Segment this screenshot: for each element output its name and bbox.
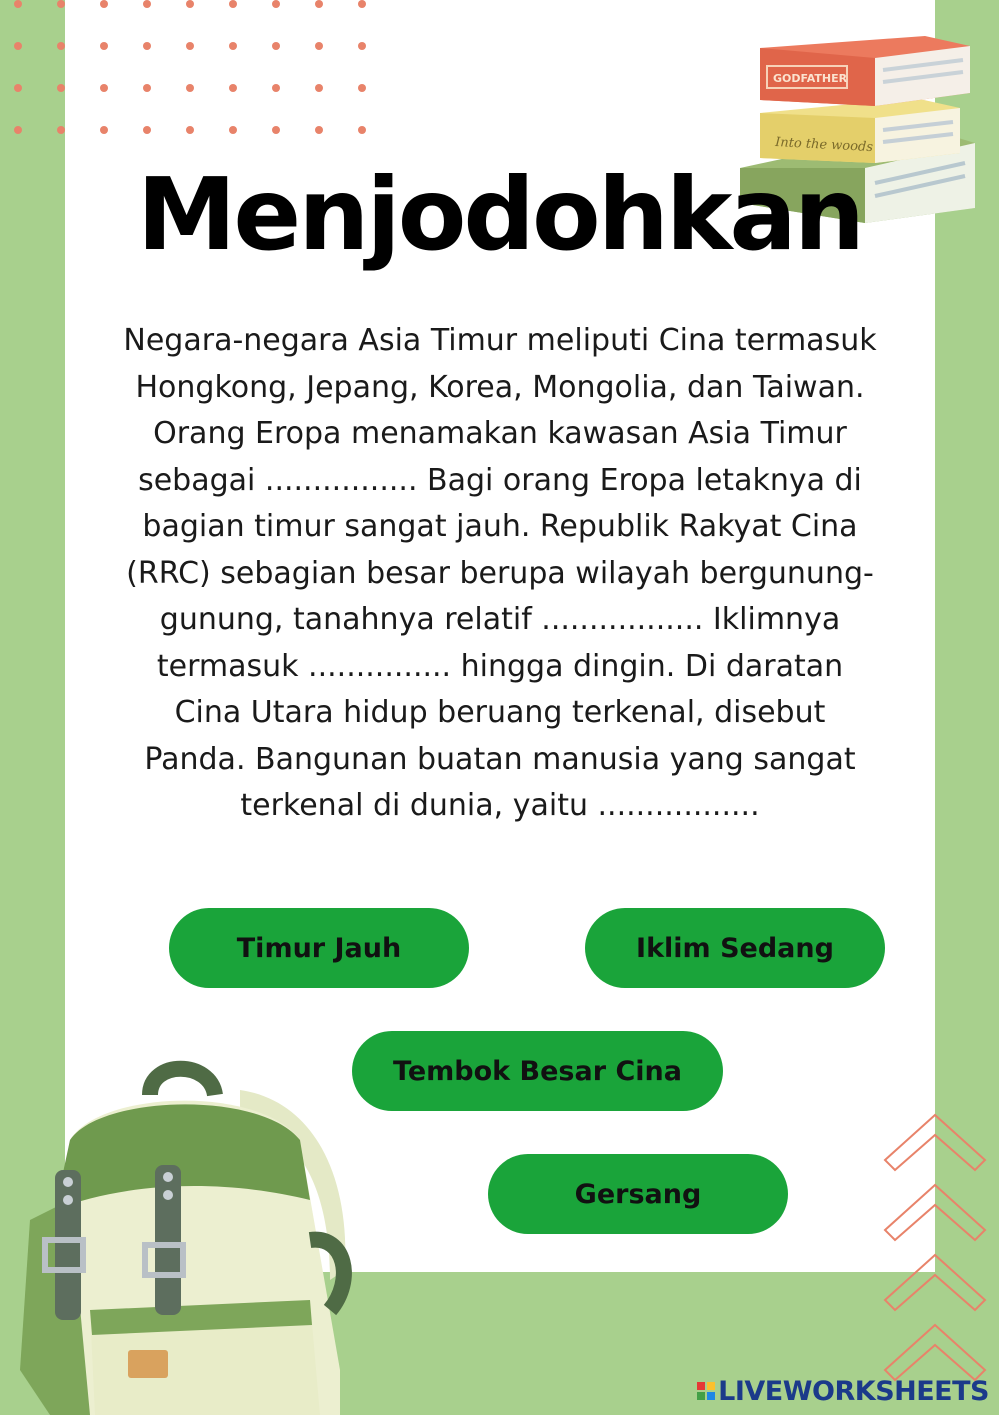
book-title-into-the-woods: Into the woods <box>774 135 874 156</box>
dot-decoration <box>14 126 22 134</box>
dot-decoration <box>14 84 22 92</box>
dot-decoration <box>229 0 237 8</box>
dot-decoration <box>272 84 280 92</box>
dot-decoration <box>315 0 323 8</box>
dot-decoration <box>315 84 323 92</box>
dot-decoration <box>229 42 237 50</box>
dot-decoration <box>358 84 366 92</box>
dot-decoration <box>143 84 151 92</box>
dot-decoration <box>358 0 366 8</box>
passage-text: Negara-negara Asia Timur meliputi Cina termasuk Hongkong, Jepang, Korea, Mongolia, dan Taiwan. Orang Eropa menamakan kawasan Asia Timur sebagai ................ Bagi orang Eropa letaknya di bagian timur sangat jauh. Republik Rakyat Cina (RRC) sebagian besar berupa wilayah bergunung-gunung, tanahnya relatif ................. Iklimnya termasuk ............... hingga dingin. Di daratan Cina Utara hidup beruang terkenal, disebut Panda. Bangunan buatan manusia yang sangat terkenal di dunia, yaitu ................. <box>123 323 877 823</box>
dot-decoration <box>358 126 366 134</box>
dot-decoration <box>229 126 237 134</box>
dot-decoration <box>186 126 194 134</box>
answer-option-iklim-sedang[interactable]: Iklim Sedang <box>585 908 885 988</box>
dot-decoration <box>143 42 151 50</box>
chevron-up-arrows-icon <box>880 1110 990 1410</box>
dot-decoration <box>143 0 151 8</box>
answer-option-gersang[interactable]: Gersang <box>488 1154 788 1234</box>
dot-decoration <box>272 126 280 134</box>
backpack-icon <box>10 1050 380 1415</box>
answer-option-timur-jauh[interactable]: Timur Jauh <box>169 908 469 988</box>
dot-decoration <box>57 0 65 8</box>
dot-decoration <box>272 0 280 8</box>
dot-decoration <box>186 0 194 8</box>
book-title-godfather: GODFATHER <box>773 72 848 85</box>
dot-decoration <box>100 126 108 134</box>
liveworksheets-logo <box>697 1375 989 1407</box>
dot-decoration <box>186 42 194 50</box>
page-title: Menjodohkan <box>136 156 863 273</box>
dot-decoration <box>100 84 108 92</box>
dot-decoration <box>100 42 108 50</box>
dot-decoration <box>14 42 22 50</box>
dot-pattern-decoration <box>0 0 380 140</box>
logo-blocks-icon <box>697 1382 715 1400</box>
dot-decoration <box>143 126 151 134</box>
dot-decoration <box>315 42 323 50</box>
dot-decoration <box>272 42 280 50</box>
dot-decoration <box>14 0 22 8</box>
dot-decoration <box>186 84 194 92</box>
brand-text: LIVEWORKSHEETS <box>718 1375 989 1407</box>
dot-decoration <box>57 126 65 134</box>
dot-decoration <box>315 126 323 134</box>
dot-decoration <box>358 42 366 50</box>
dot-decoration <box>229 84 237 92</box>
dot-decoration <box>57 84 65 92</box>
dot-decoration <box>57 42 65 50</box>
dot-decoration <box>100 0 108 8</box>
answer-option-tembok-besar-cina[interactable]: Tembok Besar Cina <box>352 1031 723 1111</box>
